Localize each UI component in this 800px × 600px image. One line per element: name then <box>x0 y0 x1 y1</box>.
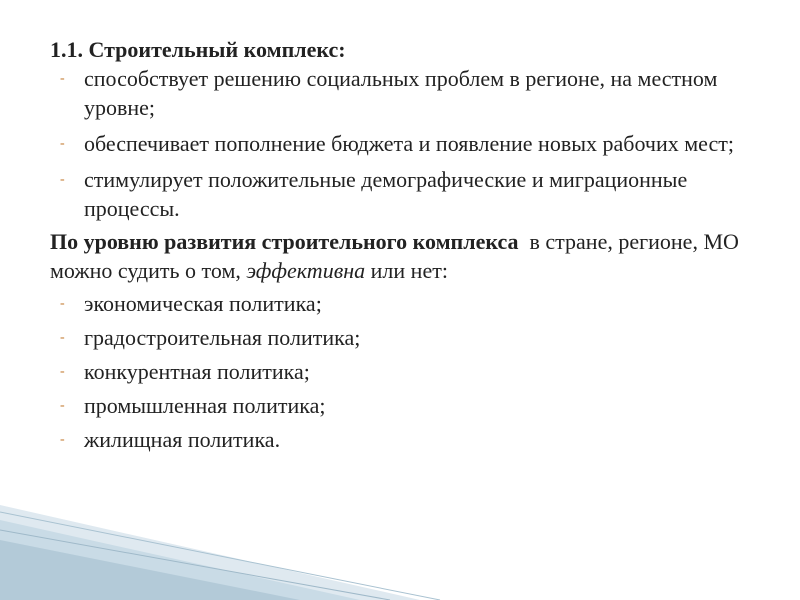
paragraph-bold-lead: По уровню развития строительного комплекса <box>50 229 519 254</box>
section-heading: 1.1. Строительный комплекс: <box>50 37 346 62</box>
list-item: - способствует решению социальных проблем в регионе, на местном уровне; <box>60 66 718 120</box>
list-item: - градостроительная политика; <box>60 325 361 350</box>
bullet-dash-icon: - <box>60 296 65 311</box>
bullet-dash-icon: - <box>60 136 65 151</box>
list-item: - стимулирует положительные демографические и миграционные процессы. <box>60 167 688 221</box>
list-item: - жилищная политика. <box>60 427 281 452</box>
bullet-dash-icon: - <box>60 398 65 413</box>
bullet-dash-icon: - <box>60 71 65 86</box>
bullet-dash-icon: - <box>60 432 65 447</box>
paragraph-italic: эффективна <box>246 258 366 283</box>
bullet-dash-icon: - <box>60 330 65 345</box>
list-item: - экономическая политика; <box>60 291 322 316</box>
bullet-dash-icon: - <box>60 172 65 187</box>
paragraph-text: в стране, регионе, МО можно судить о том, <box>50 229 745 283</box>
bullet-dash-icon: - <box>60 364 65 379</box>
paragraph-text-end: или нет: <box>365 258 448 283</box>
list-item: - промышленная политика; <box>60 393 326 418</box>
list-item: - конкурентная политика; <box>60 359 310 384</box>
list-item: - обеспечивает пополнение бюджета и появление новых рабочих мест; <box>60 131 734 156</box>
